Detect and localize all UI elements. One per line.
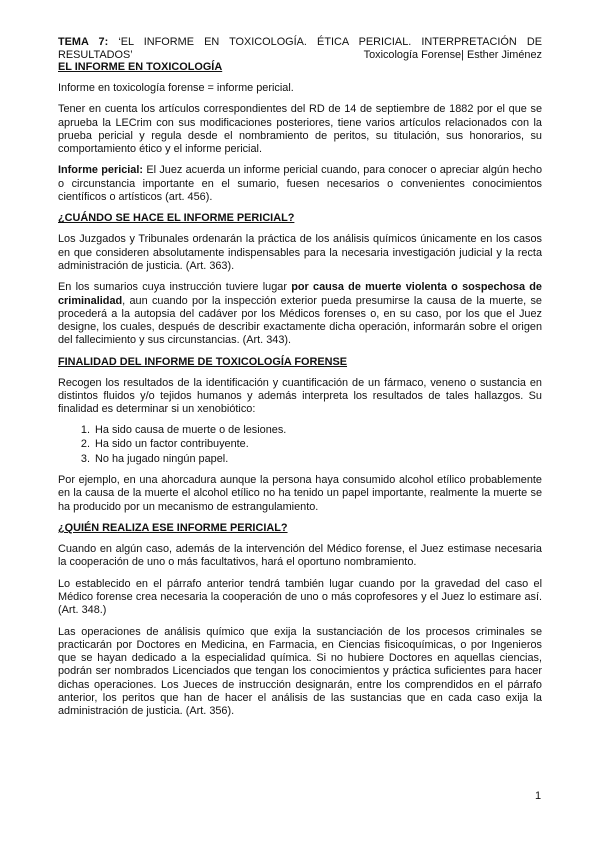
paragraph-text: En los sumarios cuya instrucción tuviere lugar [58,281,292,294]
header-course: Toxicología Forense| Esther Jiménez [363,48,542,61]
list-item: 2. Ha sido un factor contribuyente. [93,437,542,452]
paragraph: Los Juzgados y Tribunales ordenarán la práctica de los análisis químicos únicamente en los casos en que consideren absolutamente indispensables para la necesaria investigación judicial y la recta administración de justicia. (Art. 363). [58,233,542,272]
paragraph: Tener en cuenta los artículos correspondientes del RD de 14 de septiembre de 1882 por el que se aprueba la LECrim con sus modificaciones posteriores, tiene varios artículos relacionados con la prueba pericial y regula desde el nombramiento de peritos, su titulación, sus honorarios, su comportamiento ético y el informe pericial. [58,103,542,156]
header-title-line1: ‘EL INFORME EN TOXICOLOGÍA. ÉTICA PERICIAL. INTERPRETACIÓN DE [108,36,542,48]
document-page [58,36,542,719]
paragraph: Cuando en algún caso, además de la intervención del Médico forense, el Juez estimase necesaria la cooperación de uno o más facultativos, hará el oportuno nombramiento. [58,543,542,569]
page-header [58,36,542,61]
section-heading-cuando: ¿CUÁNDO SE HACE EL INFORME PERICIAL? [58,212,295,225]
list-item: 1. Ha sido causa de muerte o de lesiones. [93,423,542,438]
paragraph: Informe en toxicología forense = informe pericial. [58,82,294,94]
paragraph-text: , aun cuando por la inspección exterior pueda presumirse la causa de la muerte, se procederá a la autopsia del cadáver por los Médicos forenses o, en su caso, por los que el Juez designe, los cuales, después de describir exactamente dicha operación, informarán sobre el origen del fallecimiento y sus circunstancias. (Art. 343). [58,294,542,347]
paragraph [58,281,542,347]
numbered-list [58,423,542,467]
bold-term: Informe pericial: [58,164,144,177]
paragraph: Las operaciones de análisis químico que exija la sustanciación de los procesos criminales se practicarán por Doctores en Medicina, en Farmacia, en Ciencias fisicoquímicas, o por Ingenieros que se hayan dedicado a la especialidad química. Si no hubiere Doctores en aquellas ciencias, podrán ser nombrados Licenciados que tengan los conocimientos y práctica suficientes para hacer dichas operaciones. Los Jueces de instrucción designarán, entre los comprendidos en el párrafo anterior, los peritos que han de hacer el análisis de las sustancias que en cada caso exija la administración de justicia. (Art. 356). [58,625,542,718]
paragraph: Recogen los resultados de la identificación y cuantificación de un fármaco, veneno o sustancia en distintos fluidos y/o tejidos humanos y además interpreta los resultados de tales hallazgos. Su finalidad es determinar si un xenobiótico: [58,376,542,416]
paragraph [58,164,542,204]
header-title [58,36,542,49]
paragraph: Lo establecido en el párrafo anterior tendrá también lugar cuando por la gravedad del caso el Médico forense crea necesaria la cooperación de uno o más coprofesores y el Juez lo estimare así. (Art. 348.) [58,577,542,617]
bold-phrase: por causa de muerte violenta o sospechosa de criminalidad [58,281,542,307]
section-heading-finalidad: FINALIDAD DEL INFORME DE TOXICOLOGÍA FORENSE [58,355,348,368]
header-title-line2: RESULTADOS’ [58,48,133,61]
section-heading-quien: ¿QUIÉN REALIZA ESE INFORME PERICIAL? [58,522,288,535]
paragraph-text: El Juez acuerda un informe pericial cuando, para conocer o apreciar algún hecho o circunstancia importante en el sumario, fuesen necesarios o convenientes conocimientos científicos o artísticos (art. 456). [58,164,542,204]
header-row2 [58,49,542,62]
header-label: TEMA 7: [58,36,109,48]
paragraph: Por ejemplo, en una ahorcadura aunque la persona haya consumido alcohol etílico probablemente en la causa de la muerte el alcohol etílico no ha tenido un papel importante, realmente la muerte se ha producido por un mecanismo de estrangulamiento. [58,474,542,513]
list-item: 3. No ha jugado ningún papel. [93,452,542,467]
page-number: 1 [535,790,542,802]
section-heading-informe: EL INFORME EN TOXICOLOGÍA [58,61,223,73]
